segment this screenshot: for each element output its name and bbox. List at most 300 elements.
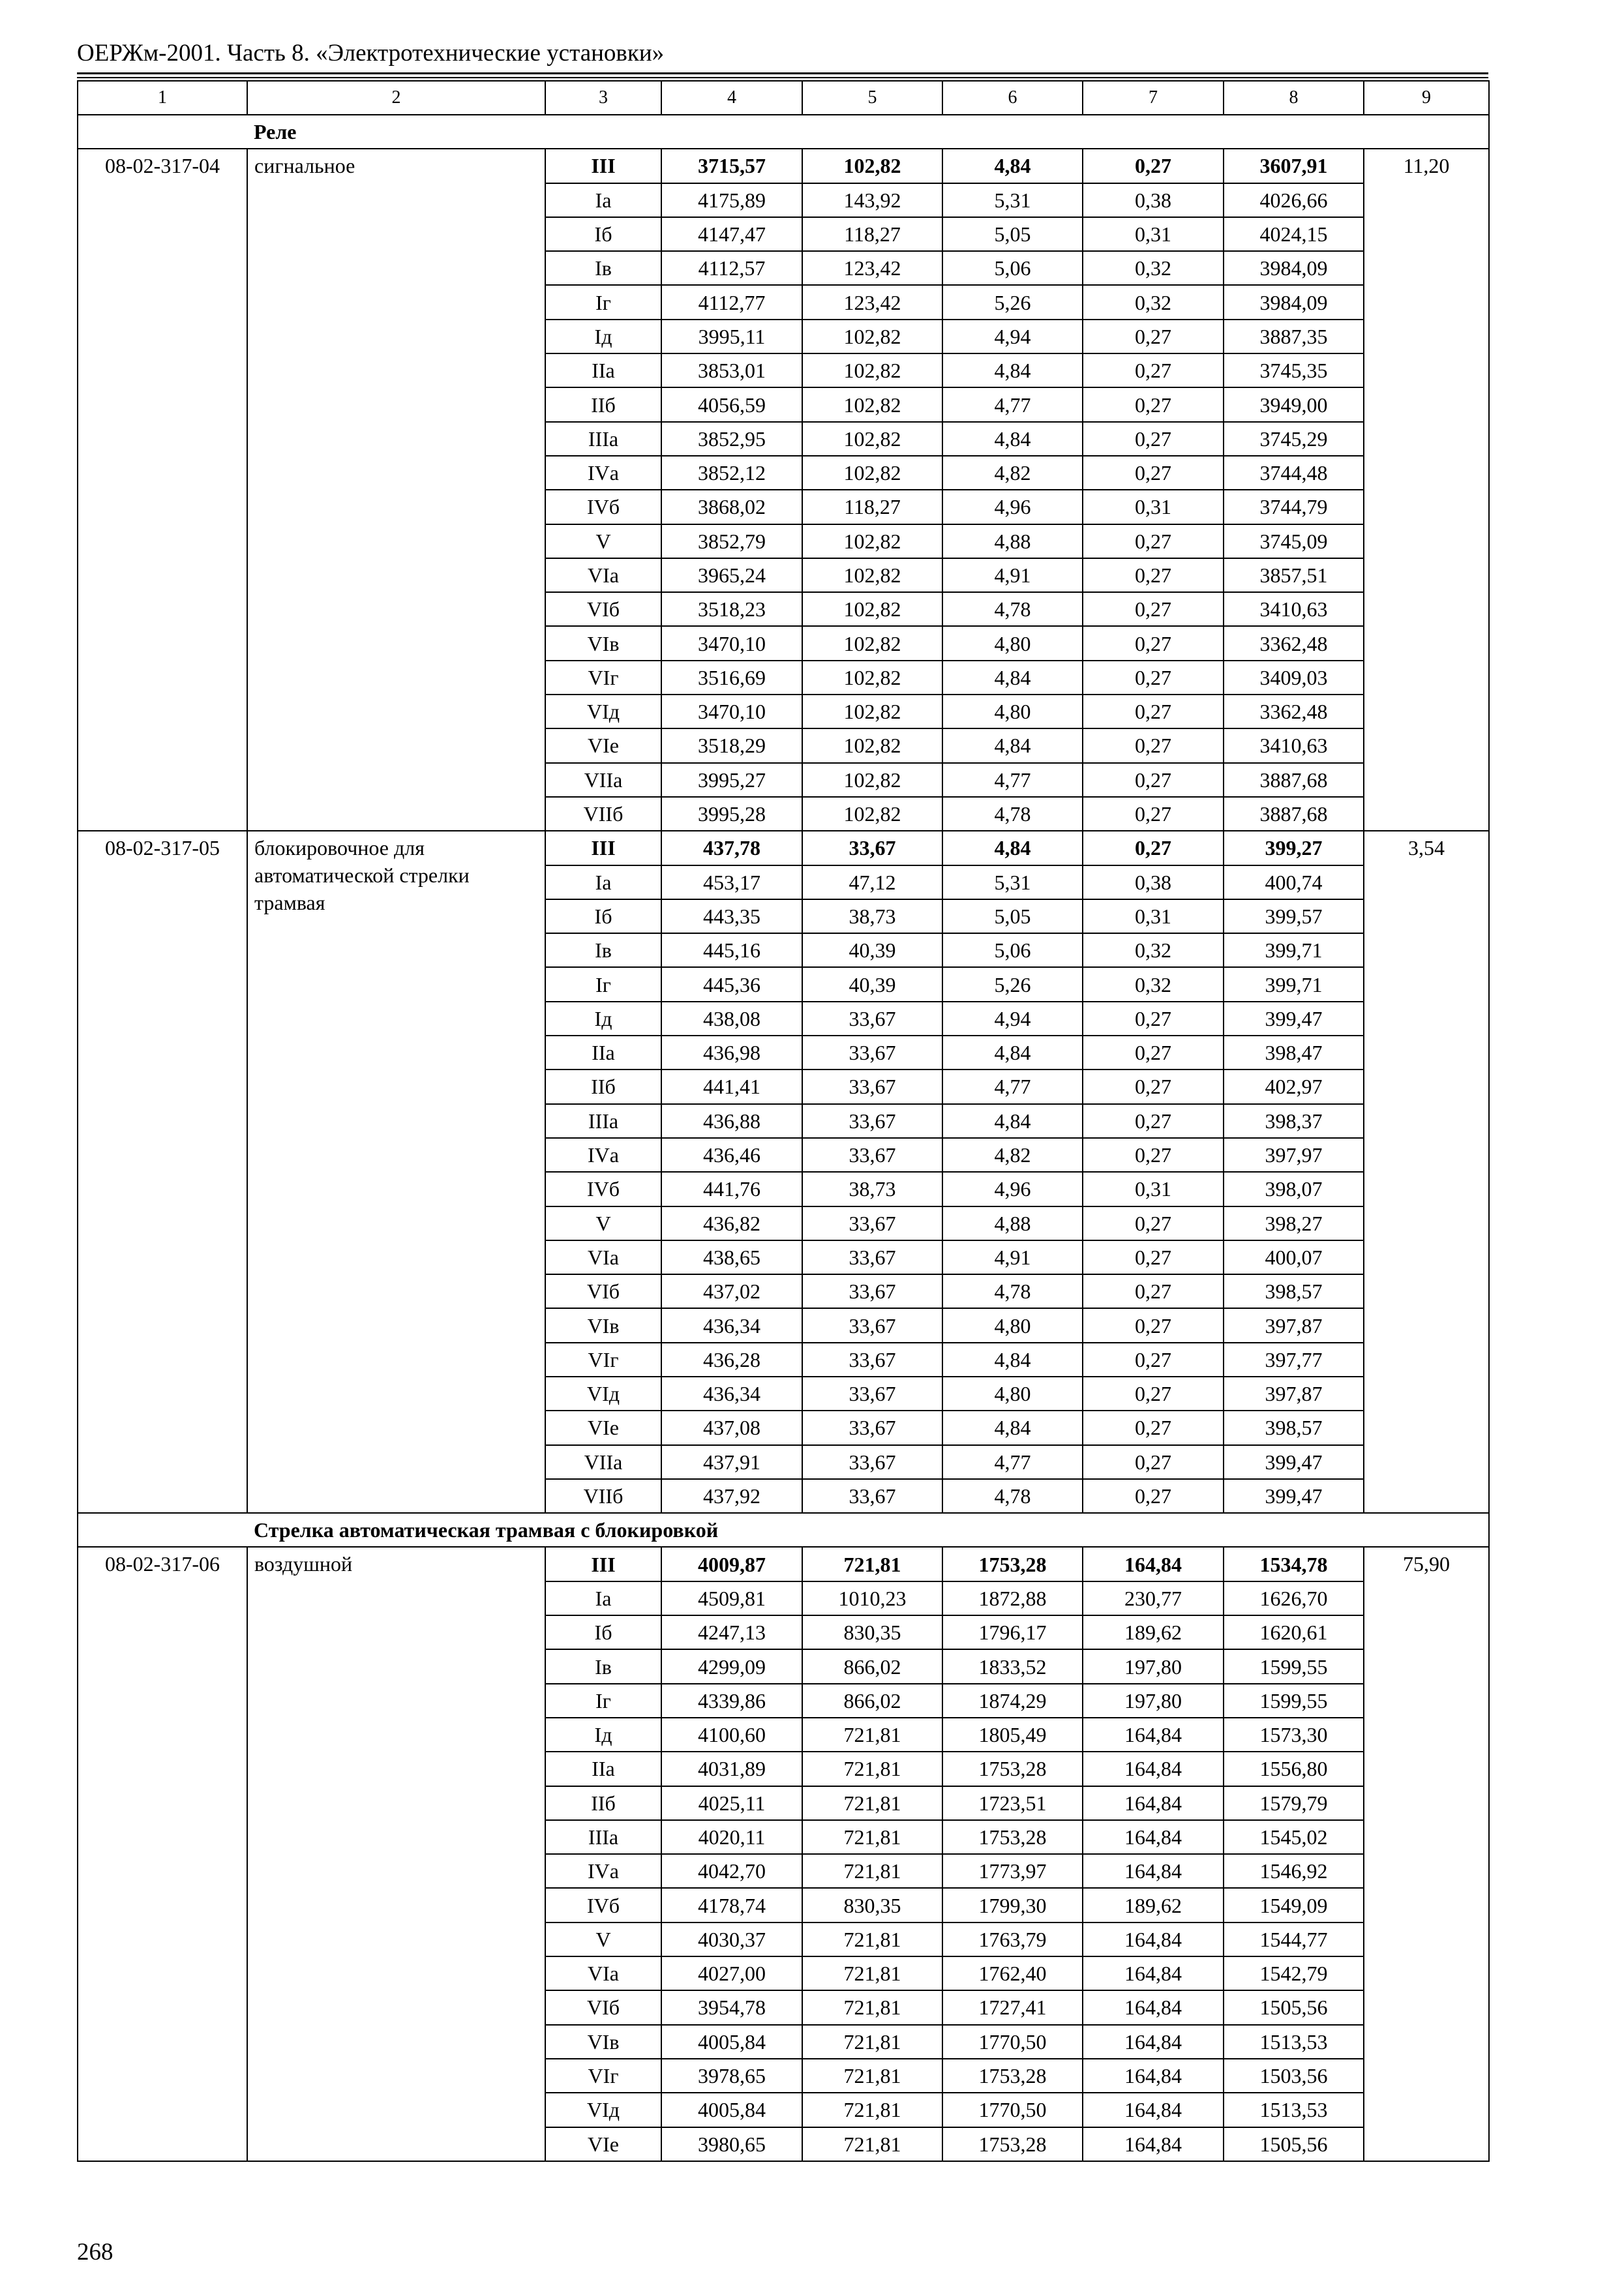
section-title: Реле xyxy=(247,115,1489,149)
value-cell: 1599,55 xyxy=(1224,1649,1364,1683)
value-cell: 3978,65 xyxy=(661,2059,802,2093)
value-cell: 721,81 xyxy=(802,1922,942,1956)
value-cell: 436,82 xyxy=(661,1206,802,1240)
value-cell: 721,81 xyxy=(802,1752,942,1786)
value-cell: 4024,15 xyxy=(1224,217,1364,251)
value-cell: 436,98 xyxy=(661,1036,802,1070)
value-cell: 398,47 xyxy=(1224,1036,1364,1070)
value-cell: 3949,00 xyxy=(1224,387,1364,421)
value-cell: 830,35 xyxy=(802,1615,942,1649)
value-cell: 866,02 xyxy=(802,1684,942,1718)
table-row xyxy=(78,831,1489,865)
zone-cell: V xyxy=(545,524,661,558)
value-cell: 5,05 xyxy=(942,217,1083,251)
zone-cell: VIе xyxy=(545,728,661,762)
zone-cell: VIб xyxy=(545,592,661,626)
value-cell: 0,32 xyxy=(1083,285,1224,319)
zone-cell: VIв xyxy=(545,626,661,660)
value-cell: 443,35 xyxy=(661,899,802,933)
value-cell: 4112,77 xyxy=(661,285,802,319)
value-cell: 1620,61 xyxy=(1224,1615,1364,1649)
value-cell: 5,05 xyxy=(942,899,1083,933)
value-cell: 4,82 xyxy=(942,456,1083,490)
value-cell: 38,73 xyxy=(802,1172,942,1206)
zone-cell: VIг xyxy=(545,661,661,695)
value-cell: 441,41 xyxy=(661,1070,802,1103)
column-number: 2 xyxy=(247,81,545,115)
value-cell: 1723,51 xyxy=(942,1786,1083,1820)
value-cell: 164,84 xyxy=(1083,1752,1224,1786)
value-cell: 1513,53 xyxy=(1224,2093,1364,2127)
zone-cell: Iа xyxy=(545,1581,661,1615)
value-cell: 4,96 xyxy=(942,1172,1083,1206)
zone-cell: VIд xyxy=(545,1377,661,1411)
value-cell: 3745,09 xyxy=(1224,524,1364,558)
value-cell: 164,84 xyxy=(1083,2093,1224,2127)
value-cell: 3362,48 xyxy=(1224,626,1364,660)
value-cell: 3887,68 xyxy=(1224,797,1364,831)
section-spacer xyxy=(78,1513,247,1547)
value-cell: 3995,28 xyxy=(661,797,802,831)
value-cell: 33,67 xyxy=(802,1104,942,1138)
value-cell: 3470,10 xyxy=(661,695,802,728)
zone-cell: IIа xyxy=(545,353,661,387)
value-cell: 47,12 xyxy=(802,865,942,899)
value-cell: 164,84 xyxy=(1083,1922,1224,1956)
value-cell: 33,67 xyxy=(802,1445,942,1479)
column-number: 9 xyxy=(1364,81,1489,115)
rate-name: блокировочное для автоматической стрелки трамвая xyxy=(247,831,545,1513)
value-cell: 4178,74 xyxy=(661,1888,802,1922)
value-cell: 3857,51 xyxy=(1224,558,1364,592)
value-cell: 4,88 xyxy=(942,1206,1083,1240)
value-cell: 5,26 xyxy=(942,285,1083,319)
value-cell: 721,81 xyxy=(802,2093,942,2127)
value-cell: 0,27 xyxy=(1083,763,1224,797)
value-cell: 102,82 xyxy=(802,797,942,831)
column-number: 6 xyxy=(942,81,1083,115)
value-cell: 0,27 xyxy=(1083,797,1224,831)
value-cell: 102,82 xyxy=(802,320,942,353)
value-cell: 721,81 xyxy=(802,1990,942,2024)
value-cell: 102,82 xyxy=(802,387,942,421)
value-cell: 0,27 xyxy=(1083,1308,1224,1342)
zone-cell: IVа xyxy=(545,1138,661,1172)
value-cell: 33,67 xyxy=(802,1377,942,1411)
zone-cell: VIIб xyxy=(545,797,661,831)
value-cell: 3954,78 xyxy=(661,1990,802,2024)
value-cell: 0,27 xyxy=(1083,1036,1224,1070)
value-cell: 164,84 xyxy=(1083,1547,1224,1581)
value-cell: 33,67 xyxy=(802,1002,942,1036)
value-cell: 4,94 xyxy=(942,1002,1083,1036)
value-cell: 164,84 xyxy=(1083,1990,1224,2024)
value-cell: 1770,50 xyxy=(942,2093,1083,2127)
column-number-row xyxy=(78,81,1489,115)
section-header-row xyxy=(78,1513,1489,1547)
value-cell: 33,67 xyxy=(802,831,942,865)
value-cell: 397,87 xyxy=(1224,1377,1364,1411)
value-cell: 436,28 xyxy=(661,1343,802,1377)
zone-cell: VIIб xyxy=(545,1479,661,1513)
column-number: 1 xyxy=(78,81,247,115)
zone-cell: Iд xyxy=(545,1002,661,1036)
value-cell: 3995,11 xyxy=(661,320,802,353)
value-cell: 3744,48 xyxy=(1224,456,1364,490)
zone-cell: IIIа xyxy=(545,422,661,456)
zone-cell: IIIа xyxy=(545,1820,661,1854)
rate-code: 08-02-317-05 xyxy=(78,831,247,1513)
value-cell: 1753,28 xyxy=(942,1752,1083,1786)
value-cell: 436,34 xyxy=(661,1377,802,1411)
value-cell: 4,78 xyxy=(942,1274,1083,1308)
zone-cell: IIб xyxy=(545,1786,661,1820)
value-cell: 721,81 xyxy=(802,2059,942,2093)
value-cell: 398,37 xyxy=(1224,1104,1364,1138)
zone-cell: Iб xyxy=(545,1615,661,1649)
value-cell: 0,27 xyxy=(1083,695,1224,728)
value-cell: 33,67 xyxy=(802,1308,942,1342)
value-cell: 3887,35 xyxy=(1224,320,1364,353)
zone-cell: III xyxy=(545,831,661,865)
value-cell: 3852,95 xyxy=(661,422,802,456)
value-cell: 3853,01 xyxy=(661,353,802,387)
value-cell: 1513,53 xyxy=(1224,2025,1364,2059)
value-cell: 721,81 xyxy=(802,2127,942,2161)
table-body xyxy=(78,81,1489,2161)
value-cell: 4,84 xyxy=(942,661,1083,695)
zone-cell: VIа xyxy=(545,1956,661,1990)
value-cell: 4112,57 xyxy=(661,251,802,285)
value-cell: 3516,69 xyxy=(661,661,802,695)
value-cell: 1770,50 xyxy=(942,2025,1083,2059)
value-cell: 397,77 xyxy=(1224,1343,1364,1377)
value-cell: 102,82 xyxy=(802,626,942,660)
value-cell: 441,76 xyxy=(661,1172,802,1206)
value-cell: 4,84 xyxy=(942,1343,1083,1377)
section-header-row xyxy=(78,115,1489,149)
value-cell: 0,27 xyxy=(1083,831,1224,865)
value-cell: 0,32 xyxy=(1083,933,1224,967)
value-cell: 4056,59 xyxy=(661,387,802,421)
value-cell: 4339,86 xyxy=(661,1684,802,1718)
value-cell: 437,02 xyxy=(661,1274,802,1308)
value-cell: 4,77 xyxy=(942,1445,1083,1479)
value-cell: 0,27 xyxy=(1083,387,1224,421)
value-cell: 3852,12 xyxy=(661,456,802,490)
value-cell: 4,77 xyxy=(942,763,1083,797)
value-cell: 3362,48 xyxy=(1224,695,1364,728)
value-cell: 5,06 xyxy=(942,251,1083,285)
zone-cell: III xyxy=(545,1547,661,1581)
value-cell: 0,31 xyxy=(1083,899,1224,933)
value-cell: 33,67 xyxy=(802,1036,942,1070)
value-cell: 437,08 xyxy=(661,1411,802,1444)
value-cell: 0,27 xyxy=(1083,728,1224,762)
value-cell: 0,27 xyxy=(1083,1479,1224,1513)
value-cell: 437,92 xyxy=(661,1479,802,1513)
zone-cell: VIд xyxy=(545,2093,661,2127)
value-cell: 5,31 xyxy=(942,865,1083,899)
value-cell: 0,27 xyxy=(1083,1070,1224,1103)
value-cell: 4031,89 xyxy=(661,1752,802,1786)
zone-cell: IVб xyxy=(545,1172,661,1206)
col9-value: 11,20 xyxy=(1364,149,1489,831)
zone-cell: IIа xyxy=(545,1036,661,1070)
value-cell: 102,82 xyxy=(802,422,942,456)
column-number: 4 xyxy=(661,81,802,115)
value-cell: 3984,09 xyxy=(1224,251,1364,285)
zone-cell: Iв xyxy=(545,1649,661,1683)
value-cell: 4509,81 xyxy=(661,1581,802,1615)
value-cell: 399,47 xyxy=(1224,1002,1364,1036)
value-cell: 4175,89 xyxy=(661,183,802,217)
zone-cell: VIб xyxy=(545,1990,661,2024)
value-cell: 436,34 xyxy=(661,1308,802,1342)
zone-cell: VIв xyxy=(545,2025,661,2059)
value-cell: 102,82 xyxy=(802,763,942,797)
value-cell: 437,91 xyxy=(661,1445,802,1479)
value-cell: 0,27 xyxy=(1083,1377,1224,1411)
zone-cell: Iд xyxy=(545,320,661,353)
value-cell: 164,84 xyxy=(1083,1786,1224,1820)
value-cell: 397,97 xyxy=(1224,1138,1364,1172)
value-cell: 3745,35 xyxy=(1224,353,1364,387)
value-cell: 4100,60 xyxy=(661,1718,802,1752)
value-cell: 1579,79 xyxy=(1224,1786,1364,1820)
value-cell: 123,42 xyxy=(802,285,942,319)
zone-cell: V xyxy=(545,1206,661,1240)
column-number: 3 xyxy=(545,81,661,115)
value-cell: 230,77 xyxy=(1083,1581,1224,1615)
value-cell: 4,84 xyxy=(942,728,1083,762)
value-cell: 399,47 xyxy=(1224,1479,1364,1513)
value-cell: 437,78 xyxy=(661,831,802,865)
rate-name: воздушной xyxy=(247,1547,545,2161)
zone-cell: IVб xyxy=(545,1888,661,1922)
zone-cell: V xyxy=(545,1922,661,1956)
value-cell: 4042,70 xyxy=(661,1854,802,1888)
value-cell: 1010,23 xyxy=(802,1581,942,1615)
value-cell: 1762,40 xyxy=(942,1956,1083,1990)
value-cell: 164,84 xyxy=(1083,2127,1224,2161)
value-cell: 1599,55 xyxy=(1224,1684,1364,1718)
value-cell: 453,17 xyxy=(661,865,802,899)
value-cell: 3745,29 xyxy=(1224,422,1364,456)
zone-cell: Iд xyxy=(545,1718,661,1752)
value-cell: 102,82 xyxy=(802,558,942,592)
value-cell: 3852,79 xyxy=(661,524,802,558)
col9-value: 3,54 xyxy=(1364,831,1489,1513)
value-cell: 3470,10 xyxy=(661,626,802,660)
value-cell: 3410,63 xyxy=(1224,592,1364,626)
value-cell: 721,81 xyxy=(802,1786,942,1820)
value-cell: 1556,80 xyxy=(1224,1752,1364,1786)
value-cell: 445,16 xyxy=(661,933,802,967)
value-cell: 143,92 xyxy=(802,183,942,217)
value-cell: 3868,02 xyxy=(661,490,802,524)
zone-cell: IIIа xyxy=(545,1104,661,1138)
value-cell: 0,27 xyxy=(1083,592,1224,626)
value-cell: 102,82 xyxy=(802,149,942,183)
value-cell: 4,80 xyxy=(942,1308,1083,1342)
value-cell: 4,94 xyxy=(942,320,1083,353)
value-cell: 189,62 xyxy=(1083,1615,1224,1649)
value-cell: 0,27 xyxy=(1083,353,1224,387)
column-number: 7 xyxy=(1083,81,1224,115)
zone-cell: IVа xyxy=(545,456,661,490)
value-cell: 197,80 xyxy=(1083,1684,1224,1718)
value-cell: 830,35 xyxy=(802,1888,942,1922)
zone-cell: Iб xyxy=(545,899,661,933)
value-cell: 4,84 xyxy=(942,1036,1083,1070)
zone-cell: VIг xyxy=(545,1343,661,1377)
value-cell: 0,31 xyxy=(1083,490,1224,524)
value-cell: 1753,28 xyxy=(942,1547,1083,1581)
value-cell: 164,84 xyxy=(1083,1956,1224,1990)
value-cell: 33,67 xyxy=(802,1138,942,1172)
value-cell: 721,81 xyxy=(802,1718,942,1752)
value-cell: 4,84 xyxy=(942,422,1083,456)
value-cell: 1544,77 xyxy=(1224,1922,1364,1956)
value-cell: 189,62 xyxy=(1083,1888,1224,1922)
value-cell: 1753,28 xyxy=(942,2127,1083,2161)
section-spacer xyxy=(78,115,247,149)
zone-cell: IVа xyxy=(545,1854,661,1888)
page-header: ОЕРЖм-2001. Часть 8. «Электротехнические установки» xyxy=(77,40,665,67)
value-cell: 398,27 xyxy=(1224,1206,1364,1240)
value-cell: 4,80 xyxy=(942,1377,1083,1411)
value-cell: 3607,91 xyxy=(1224,149,1364,183)
value-cell: 102,82 xyxy=(802,524,942,558)
value-cell: 721,81 xyxy=(802,1956,942,1990)
value-cell: 102,82 xyxy=(802,661,942,695)
value-cell: 4,78 xyxy=(942,1479,1083,1513)
column-number: 5 xyxy=(802,81,942,115)
value-cell: 4299,09 xyxy=(661,1649,802,1683)
value-cell: 1727,41 xyxy=(942,1990,1083,2024)
value-cell: 3518,23 xyxy=(661,592,802,626)
value-cell: 5,06 xyxy=(942,933,1083,967)
value-cell: 436,88 xyxy=(661,1104,802,1138)
value-cell: 438,65 xyxy=(661,1240,802,1274)
rate-name: сигнальное xyxy=(247,149,545,831)
value-cell: 4026,66 xyxy=(1224,183,1364,217)
zone-cell: III xyxy=(545,149,661,183)
value-cell: 1763,79 xyxy=(942,1922,1083,1956)
value-cell: 1872,88 xyxy=(942,1581,1083,1615)
value-cell: 721,81 xyxy=(802,1854,942,1888)
value-cell: 40,39 xyxy=(802,933,942,967)
value-cell: 866,02 xyxy=(802,1649,942,1683)
value-cell: 0,32 xyxy=(1083,251,1224,285)
value-cell: 4,77 xyxy=(942,387,1083,421)
value-cell: 33,67 xyxy=(802,1206,942,1240)
value-cell: 164,84 xyxy=(1083,1718,1224,1752)
rates-table xyxy=(77,80,1490,2162)
value-cell: 4,91 xyxy=(942,558,1083,592)
value-cell: 4,77 xyxy=(942,1070,1083,1103)
value-cell: 0,27 xyxy=(1083,320,1224,353)
value-cell: 4,84 xyxy=(942,353,1083,387)
value-cell: 399,47 xyxy=(1224,1445,1364,1479)
value-cell: 102,82 xyxy=(802,592,942,626)
value-cell: 4005,84 xyxy=(661,2093,802,2127)
value-cell: 4009,87 xyxy=(661,1547,802,1581)
value-cell: 0,27 xyxy=(1083,661,1224,695)
value-cell: 4,96 xyxy=(942,490,1083,524)
value-cell: 0,27 xyxy=(1083,1104,1224,1138)
value-cell: 4030,37 xyxy=(661,1922,802,1956)
zone-cell: Iг xyxy=(545,967,661,1001)
value-cell: 402,97 xyxy=(1224,1070,1364,1103)
value-cell: 164,84 xyxy=(1083,2025,1224,2059)
value-cell: 4,78 xyxy=(942,797,1083,831)
value-cell: 0,27 xyxy=(1083,1206,1224,1240)
value-cell: 1545,02 xyxy=(1224,1820,1364,1854)
zone-cell: IIб xyxy=(545,387,661,421)
zone-cell: VIIа xyxy=(545,1445,661,1479)
value-cell: 197,80 xyxy=(1083,1649,1224,1683)
value-cell: 436,46 xyxy=(661,1138,802,1172)
value-cell: 721,81 xyxy=(802,1820,942,1854)
value-cell: 102,82 xyxy=(802,728,942,762)
value-cell: 1773,97 xyxy=(942,1854,1083,1888)
value-cell: 4247,13 xyxy=(661,1615,802,1649)
value-cell: 1549,09 xyxy=(1224,1888,1364,1922)
value-cell: 1753,28 xyxy=(942,1820,1083,1854)
value-cell: 3984,09 xyxy=(1224,285,1364,319)
zone-cell: VIа xyxy=(545,1240,661,1274)
value-cell: 4147,47 xyxy=(661,217,802,251)
value-cell: 3965,24 xyxy=(661,558,802,592)
value-cell: 0,27 xyxy=(1083,1411,1224,1444)
value-cell: 0,32 xyxy=(1083,967,1224,1001)
value-cell: 1534,78 xyxy=(1224,1547,1364,1581)
zone-cell: VIд xyxy=(545,695,661,728)
header-rule-thin xyxy=(77,77,1488,78)
value-cell: 33,67 xyxy=(802,1070,942,1103)
value-cell: 4,80 xyxy=(942,695,1083,728)
value-cell: 4,84 xyxy=(942,1104,1083,1138)
col9-value: 75,90 xyxy=(1364,1547,1489,2161)
value-cell: 3980,65 xyxy=(661,2127,802,2161)
value-cell: 102,82 xyxy=(802,695,942,728)
value-cell: 398,57 xyxy=(1224,1411,1364,1444)
value-cell: 0,27 xyxy=(1083,1343,1224,1377)
zone-cell: VIе xyxy=(545,2127,661,2161)
value-cell: 0,31 xyxy=(1083,1172,1224,1206)
value-cell: 123,42 xyxy=(802,251,942,285)
value-cell: 0,27 xyxy=(1083,1002,1224,1036)
value-cell: 1874,29 xyxy=(942,1684,1083,1718)
value-cell: 1796,17 xyxy=(942,1615,1083,1649)
value-cell: 164,84 xyxy=(1083,1854,1224,1888)
value-cell: 33,67 xyxy=(802,1479,942,1513)
value-cell: 398,07 xyxy=(1224,1172,1364,1206)
value-cell: 164,84 xyxy=(1083,1820,1224,1854)
value-cell: 438,08 xyxy=(661,1002,802,1036)
zone-cell: Iг xyxy=(545,285,661,319)
value-cell: 400,74 xyxy=(1224,865,1364,899)
value-cell: 445,36 xyxy=(661,967,802,1001)
value-cell: 38,73 xyxy=(802,899,942,933)
value-cell: 1626,70 xyxy=(1224,1581,1364,1615)
zone-cell: VIе xyxy=(545,1411,661,1444)
value-cell: 0,38 xyxy=(1083,183,1224,217)
zone-cell: IIб xyxy=(545,1070,661,1103)
table-row xyxy=(78,149,1489,183)
